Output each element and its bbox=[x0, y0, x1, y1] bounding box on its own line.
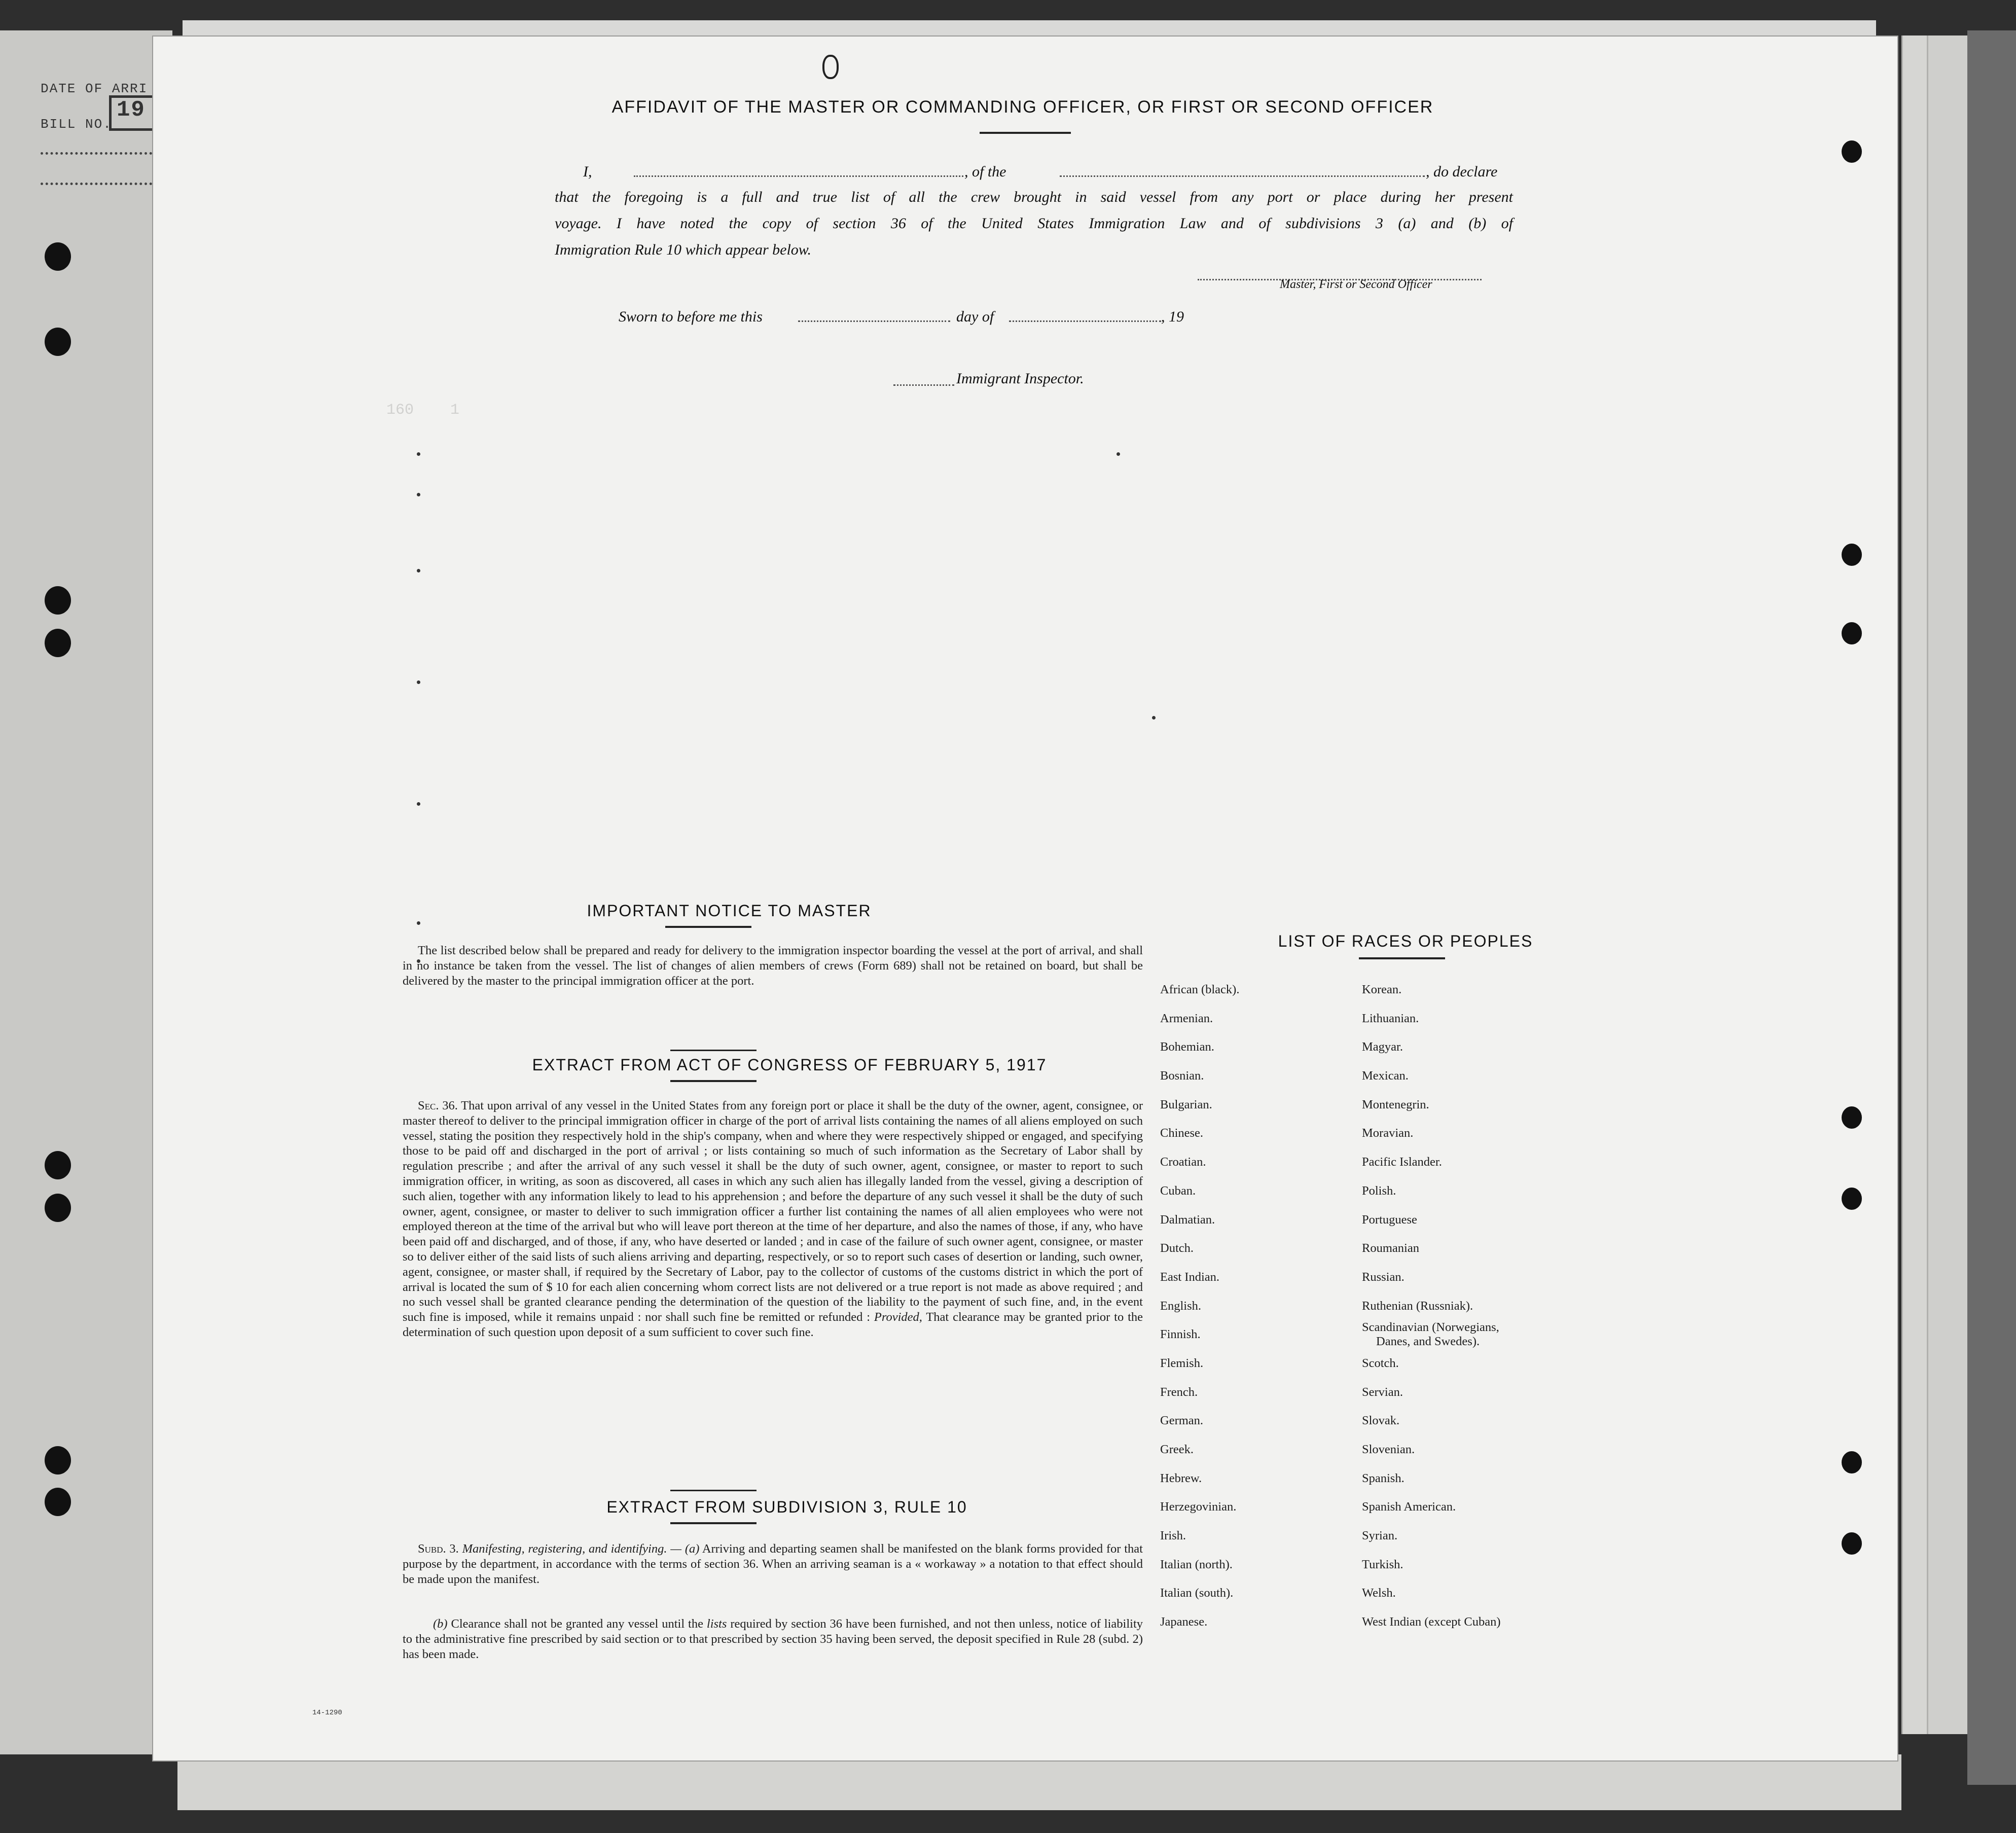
race-item: Turkish. bbox=[1362, 1557, 1403, 1571]
inspector-blank[interactable] bbox=[893, 384, 954, 386]
punch-hole bbox=[1842, 1451, 1862, 1473]
rule-subd-b bbox=[403, 1616, 1143, 1662]
act-body-part2: That clearance may be granted prior to the determination of such question upon deposit of a sum sufficient to cover such fine. bbox=[403, 1310, 1143, 1339]
act-sec-label: Sec. 36. bbox=[418, 1099, 458, 1112]
race-item: Spanish American. bbox=[1362, 1500, 1456, 1514]
rule-b-body-2: required by section 36 have been furnished, and not then unless, notice of liability to the administrative fine prescribed by said section or to that prescribed by section 35 having been served, the deposit specified in Rule 28 (subd. 2) has been made. bbox=[403, 1617, 1143, 1661]
punch-hole bbox=[1842, 1532, 1862, 1555]
races-title-rule bbox=[1359, 957, 1445, 959]
inspector-caption: Immigrant Inspector. bbox=[956, 370, 1084, 387]
binder-hole bbox=[45, 1488, 71, 1516]
race-item: Polish. bbox=[1362, 1183, 1396, 1198]
strip-dotted-line-2 bbox=[41, 183, 152, 185]
race-item: Cuban. bbox=[1160, 1183, 1196, 1198]
race-item: Bosnian. bbox=[1160, 1069, 1204, 1083]
sworn-prefix: Sworn to before me this bbox=[619, 308, 763, 325]
bottom-underlying-sheet bbox=[177, 1754, 1901, 1810]
race-item: West Indian (except Cuban) bbox=[1362, 1615, 1501, 1629]
speck bbox=[417, 802, 420, 806]
rule-b-lists: lists bbox=[706, 1617, 727, 1631]
strip-label-date: DATE OF ARRI bbox=[41, 81, 148, 96]
race-item: Dalmatian. bbox=[1160, 1212, 1215, 1227]
notice-title-rule bbox=[665, 926, 751, 928]
race-item-continuation: Danes, and Swedes). bbox=[1376, 1335, 1480, 1349]
punch-hole bbox=[1842, 1106, 1862, 1129]
binder-hole bbox=[45, 1194, 71, 1222]
affidavit-line2: that the foregoing is a full and true list of all the crew brought in said vessel from any port or place during her present bbox=[555, 189, 1513, 205]
race-item: Scotch. bbox=[1362, 1356, 1399, 1370]
strip-label-bill: BILL NO. bbox=[41, 117, 112, 132]
affidavit-line3: voyage. I have noted the copy of section 36 of the United States Immigration Law and of subdivisions 3 (a) and (b) of bbox=[555, 215, 1513, 232]
race-item: Spanish. bbox=[1362, 1471, 1405, 1485]
binder-hole bbox=[45, 1446, 71, 1475]
race-item: Korean. bbox=[1362, 983, 1402, 996]
race-item: Ruthenian (Russniak). bbox=[1362, 1299, 1473, 1313]
rule-b-label: (b) bbox=[433, 1617, 448, 1631]
race-item: Portuguese bbox=[1362, 1212, 1417, 1227]
act-title: EXTRACT FROM ACT OF CONGRESS OF FEBRUARY 5, 1917 bbox=[532, 1056, 1047, 1074]
speck bbox=[417, 680, 420, 684]
race-item: Dutch. bbox=[1160, 1241, 1194, 1255]
binder-hole bbox=[45, 1151, 71, 1179]
race-item: Montenegrin. bbox=[1362, 1097, 1429, 1111]
rule-title: EXTRACT FROM SUBDIVISION 3, RULE 10 bbox=[606, 1498, 967, 1516]
race-item: Syrian. bbox=[1362, 1529, 1398, 1543]
strip-dotted-line bbox=[41, 152, 152, 155]
form-number: 14-1290 bbox=[312, 1709, 342, 1717]
race-item: Armenian. bbox=[1160, 1011, 1213, 1025]
sworn-day-of: day of bbox=[956, 308, 994, 325]
rule-b-body-1: Clearance shall not be granted any vessel until the bbox=[451, 1617, 703, 1631]
form-page bbox=[153, 37, 1897, 1760]
race-item: Pacific Islander. bbox=[1362, 1155, 1442, 1169]
bleed-through-text: 160 1 bbox=[386, 402, 1473, 419]
races-title: LIST OF RACES OR PEOPLES bbox=[1278, 932, 1533, 950]
speck bbox=[417, 493, 420, 496]
race-item-scandinavian bbox=[1362, 1320, 1626, 1349]
race-item: Finnish. bbox=[1160, 1327, 1201, 1342]
race-item: Italian (south). bbox=[1160, 1586, 1234, 1600]
speck bbox=[1117, 452, 1120, 456]
binder-hole bbox=[45, 586, 71, 615]
race-item: Italian (north). bbox=[1160, 1557, 1233, 1571]
race-item: Hebrew. bbox=[1160, 1471, 1202, 1485]
affidavit-line1-i: I, bbox=[583, 163, 592, 180]
race-item: Roumanian bbox=[1362, 1241, 1419, 1255]
left-underlying-sheet bbox=[0, 30, 172, 1754]
act-body-part1: That upon arrival of any vessel in the United States from any foreign port or place it shall be the duty of the owner, agent, consignee, or master thereof to deliver to the principal immigration officer in charge of the port of arrival lists containing the names of all aliens employed on such vessel, stating the position they respectively hold in the ship's company, when and where they were respectively shipped or engaged, and specifying those to be paid off and discharged in the port of arrival ; or lists containing so much of such information as the Secretary of Labor shall by regulation prescribe ; and after the arrival of any such vessel it shall be the duty of such owner, agent, consignee, or master to report to such immigration officer, in writing, as soon as discovered, all cases in which any such alien has illegally landed from the vessel, giving a description of such alien, together with any information likely to lead to his apprehension ; and before the departure of any such vessel it shall be the duty of such owner, agent, consignee, or master to deliver to such immigration officer a further list containing the names of all alien employees who were not employed thereon at the time of the arrival but who will leave port thereon at the time of her departure, and also the names of those, if any, who have been paid off and discharged, and of those, if any, who have deserted or landed ; and in case of the failure of such owner agent, consignee, or master so to deliver either of the said lists of such aliens arriving and departing, respectively, or so to report such cases of desertion or landing, such owner, agent, consignee, or master shall, if required by the Secretary of Labor, pay to the collector of customs of the customs district in which the port of arrival is located the sum of $ 10 for each alien concerning whom correct lists are not delivered or a true report is not made as above required ; and no such vessel shall be granted clearance pending the determination of the question of the liability to the payment of such fine, and, in the event such fine is imposed, while it remains unpaid : nor shall such fine be remitted or refunded : bbox=[403, 1099, 1143, 1324]
race-item: Greek. bbox=[1160, 1443, 1194, 1456]
race-item: Mexican. bbox=[1362, 1069, 1409, 1083]
punch-hole bbox=[1842, 622, 1862, 644]
binder-hole bbox=[45, 629, 71, 657]
speck bbox=[417, 921, 420, 925]
speck bbox=[417, 569, 420, 572]
race-item: Welsh. bbox=[1362, 1586, 1396, 1600]
speck bbox=[417, 452, 420, 456]
race-item: Chinese. bbox=[1160, 1126, 1204, 1140]
affidavit-line4: Immigration Rule 10 which appear below. bbox=[555, 241, 812, 258]
notice-title: IMPORTANT NOTICE TO MASTER bbox=[587, 902, 872, 920]
act-body bbox=[403, 1098, 1143, 1340]
notice-body: The list described below shall be prepared and ready for delivery to the immigration inspector boarding the vessel at the port of arrival, and shall in no instance be taken from the vessel. The list of changes of alien members of crews (Form 689) shall not be retained on board, but shall be delivered by the master to the principal immigration officer at the port. bbox=[403, 944, 1143, 988]
section-divider bbox=[670, 1490, 757, 1491]
race-item: Herzegovinian. bbox=[1160, 1500, 1237, 1514]
right-dark-edge bbox=[1967, 30, 2016, 1785]
races-right-column bbox=[1362, 976, 1626, 1637]
rule-subd-a-body: Arriving and departing seamen shall be manifested on the blank forms provided for that purpose by the department, in accordance with the terms of section 36. When an arriving seaman is a « workaway » a notation to that effect should be made upon the manifest. bbox=[403, 1542, 1143, 1586]
rule-subd-heading: Manifesting, registering, and identifying. — (a) bbox=[462, 1542, 700, 1556]
signature-caption: Master, First or Second Officer bbox=[1280, 278, 1432, 291]
punch-hole bbox=[1842, 1188, 1862, 1210]
race-item: French. bbox=[1160, 1385, 1198, 1399]
race-item: Scandinavian (Norwegians, bbox=[1362, 1320, 1499, 1335]
affidavit-title: AFFIDAVIT OF THE MASTER OR COMMANDING OFFICER, OR FIRST OR SECOND OFFICER bbox=[611, 97, 1434, 117]
race-item: Flemish. bbox=[1160, 1356, 1204, 1370]
binder-hole bbox=[45, 328, 71, 356]
sworn-day-blank[interactable] bbox=[798, 320, 950, 322]
race-item: African (black). bbox=[1160, 983, 1240, 996]
affidavit-line1-declare: , do declare bbox=[1426, 163, 1498, 180]
race-item: Servian. bbox=[1362, 1385, 1403, 1399]
race-item: Lithuanian. bbox=[1362, 1011, 1419, 1025]
race-item: Russian. bbox=[1362, 1270, 1405, 1284]
speck bbox=[1152, 716, 1156, 720]
race-item: Irish. bbox=[1160, 1529, 1186, 1543]
name-blank[interactable] bbox=[634, 175, 963, 177]
race-item: Japanese. bbox=[1160, 1615, 1208, 1629]
race-item: Bohemian. bbox=[1160, 1040, 1214, 1054]
race-item: Slovenian. bbox=[1362, 1443, 1415, 1456]
clip-hole bbox=[822, 55, 839, 79]
rule-title-rule bbox=[670, 1522, 757, 1524]
race-item: Croatian. bbox=[1160, 1155, 1206, 1169]
race-item: English. bbox=[1160, 1299, 1201, 1313]
sworn-year: , 19 bbox=[1161, 308, 1184, 325]
race-item: East Indian. bbox=[1160, 1270, 1220, 1284]
sworn-month-blank[interactable] bbox=[1009, 320, 1161, 322]
strip-number: 19 bbox=[117, 97, 146, 123]
race-item: Bulgarian. bbox=[1160, 1097, 1212, 1111]
affidavit-line1-of-the: , of the bbox=[964, 163, 1006, 180]
binder-hole bbox=[45, 242, 71, 271]
punch-hole bbox=[1842, 544, 1862, 566]
rule-subd-label: Subd. 3. bbox=[418, 1542, 459, 1556]
race-item: German. bbox=[1160, 1414, 1204, 1428]
affidavit-title-rule bbox=[980, 132, 1071, 134]
vessel-blank[interactable] bbox=[1060, 175, 1425, 177]
section-divider bbox=[670, 1050, 757, 1051]
race-item: Magyar. bbox=[1362, 1040, 1403, 1054]
act-provided: Provided, bbox=[874, 1310, 922, 1324]
punch-hole bbox=[1842, 140, 1862, 163]
races-left-column bbox=[1160, 976, 1383, 1637]
act-title-rule bbox=[670, 1080, 757, 1082]
rule-subd-a bbox=[403, 1541, 1143, 1587]
race-item: Moravian. bbox=[1362, 1126, 1414, 1140]
race-item: Slovak. bbox=[1362, 1414, 1400, 1428]
